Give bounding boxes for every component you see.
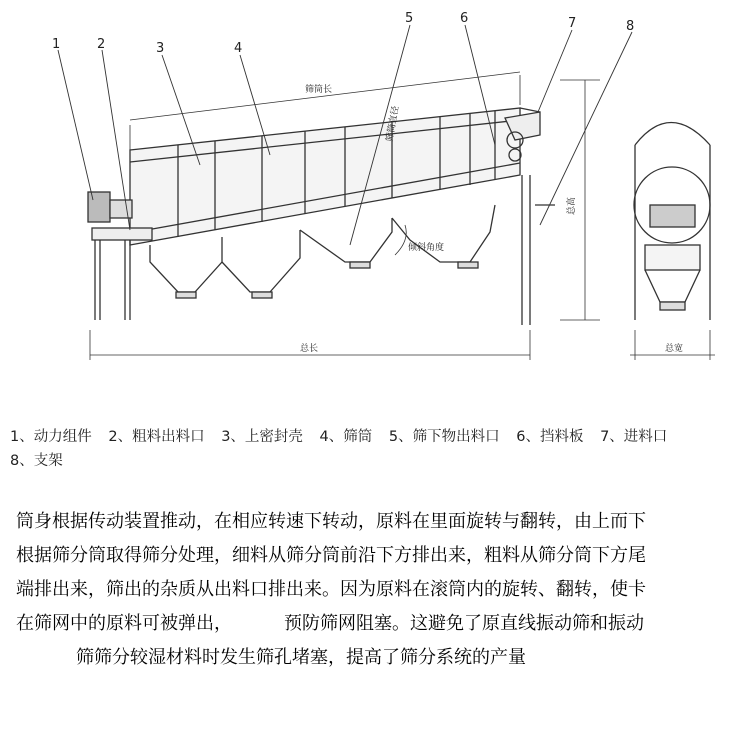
legend-item: 6、挡料板	[516, 429, 584, 445]
parts-legend	[10, 425, 750, 473]
legend-item: 3、上密封壳	[221, 429, 303, 445]
legend-item: 4、筛筒	[319, 429, 373, 445]
callout-8: 8	[626, 19, 635, 34]
legend-item: 2、粗料出料口	[108, 429, 205, 445]
callout-6: 6	[460, 11, 469, 26]
dim-screen-length: 筛筒长	[305, 85, 333, 95]
description-line: 筛筛分较湿材料时发生筛孔堵塞，提高了筛分系统的产量	[76, 647, 526, 668]
dim-tilt-angle: 倾斜角度	[408, 243, 445, 253]
legend-item: 5、筛下物出料口	[388, 429, 500, 445]
screen-drum	[130, 108, 540, 245]
callout-3: 3	[156, 41, 165, 56]
side-view	[630, 123, 715, 361]
callout-4: 4	[234, 41, 243, 56]
dim-total-height: 总高	[567, 196, 577, 215]
legend-item: 8、支架	[10, 453, 63, 469]
callout-5: 5	[405, 11, 414, 26]
callout-2: 2	[97, 37, 106, 52]
description-fragment: 预防筛网阻塞。这避免了原直线振动筛和振动	[284, 613, 644, 634]
legend-item: 1、动力组件	[10, 429, 92, 445]
legend-item: 7、进料口	[600, 429, 668, 445]
dim-screen-diameter: 筛筒直径	[385, 105, 402, 143]
description-line: 根据筛分筒取得筛分处理，细料从筛分筒前沿下方排出来，粗料从筛分筒下方尾	[16, 545, 646, 566]
description-text	[16, 505, 736, 675]
description-fragment: 在筛网中的原料可被弹出，	[16, 613, 232, 634]
description-line: 端排出来，筛出的杂质从出料口排出来。因为原料在滚筒内的旋转、翻转，使卡	[16, 579, 646, 600]
dim-total-width: 总宽	[665, 344, 684, 354]
callout-7: 7	[568, 16, 577, 31]
dim-total-length: 总长	[300, 344, 319, 354]
description-line: 筒身根据传动装置推动，在相应转速下转动，原料在里面旋转与翻转，由上而下	[16, 511, 646, 532]
description-line	[16, 607, 736, 641]
callout-1: 1	[52, 37, 61, 52]
